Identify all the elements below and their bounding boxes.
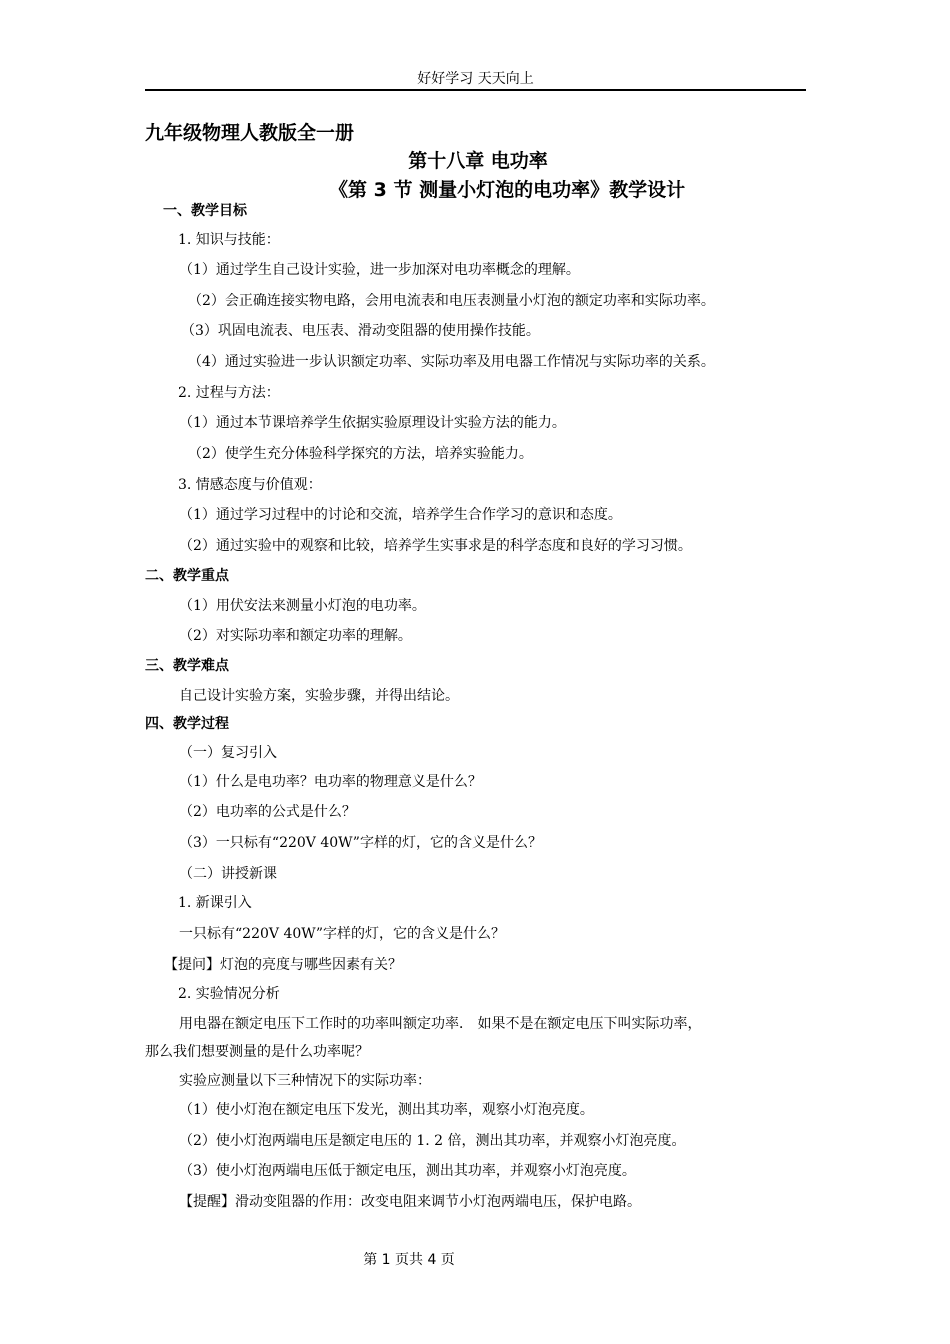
page-footer: 第 1 页共 4 页 bbox=[363, 1252, 455, 1268]
text-line: （3）巩固电流表、电压表、滑动变阻器的使用操作技能。 bbox=[181, 323, 540, 339]
text-line: 那么我们想要测量的是什么功率呢？ bbox=[145, 1044, 369, 1060]
subheading-process: 2. 过程与方法： bbox=[178, 385, 280, 401]
text-line: （2）对实际功率和额定功率的理解。 bbox=[179, 628, 412, 644]
text-line: 实验应测量以下三种情况下的实际功率： bbox=[179, 1073, 431, 1089]
text-line: （3）一只标有“220V 40W”字样的灯，它的含义是什么？ bbox=[179, 835, 542, 851]
grade-title: 九年级物理人教版全一册 bbox=[145, 122, 355, 144]
text-line: 用电器在额定电压下工作时的功率叫额定功率． 如果不是在额定电压下叫实际功率， bbox=[179, 1016, 702, 1032]
subheading-intro: 1. 新课引入 bbox=[178, 895, 252, 911]
text-line: （1）什么是电功率？电功率的物理意义是什么？ bbox=[179, 774, 482, 790]
text-line: （1）通过学习过程中的讨论和交流，培养学生合作学习的意识和态度。 bbox=[179, 507, 622, 523]
text-line: （2）会正确连接实物电路，会用电流表和电压表测量小灯泡的额定功率和实际功率。 bbox=[188, 293, 715, 309]
text-line: （2）通过实验中的观察和比较，培养学生实事求是的科学态度和良好的学习习惯。 bbox=[179, 538, 692, 554]
heading-process: 四、教学过程 bbox=[145, 716, 229, 732]
section-title: 《第 3 节 测量小灯泡的电功率》教学设计 bbox=[329, 179, 686, 201]
text-line: （2）使小灯泡两端电压是额定电压的 1. 2 倍，测出其功率，并观察小灯泡亮度。 bbox=[179, 1133, 686, 1149]
chapter-title: 第十八章 电功率 bbox=[408, 150, 548, 172]
text-line: 【提问】灯泡的亮度与哪些因素有关？ bbox=[164, 957, 402, 973]
text-line: 【提醒】滑动变阻器的作用：改变电阻来调节小灯泡两端电压，保护电路。 bbox=[179, 1194, 641, 1210]
text-line: （1）用伏安法来测量小灯泡的电功率。 bbox=[179, 598, 426, 614]
subheading-analysis: 2. 实验情况分析 bbox=[178, 986, 280, 1002]
page-header: 好好学习 天天向上 bbox=[417, 71, 534, 87]
text-line: （1）通过本节课培养学生依据实验原理设计实验方法的能力。 bbox=[179, 415, 566, 431]
subheading-new-lesson: （二）讲授新课 bbox=[179, 866, 277, 882]
subheading-attitude: 3. 情感态度与价值观： bbox=[178, 477, 322, 493]
heading-difficulties: 三、教学难点 bbox=[145, 658, 229, 674]
heading-key-points: 二、教学重点 bbox=[145, 568, 229, 584]
text-line: （2）电功率的公式是什么？ bbox=[179, 804, 356, 820]
text-line: 自己设计实验方案，实验步骤，并得出结论。 bbox=[179, 688, 459, 704]
text-line: （4）通过实验进一步认识额定功率、实际功率及用电器工作情况与实际功率的关系。 bbox=[188, 354, 715, 370]
text-line: （3）使小灯泡两端电压低于额定电压，测出其功率，并观察小灯泡亮度。 bbox=[179, 1163, 636, 1179]
text-line: （2）使学生充分体验科学探究的方法，培养实验能力。 bbox=[188, 446, 533, 462]
text-line: （1）使小灯泡在额定电压下发光，测出其功率，观察小灯泡亮度。 bbox=[179, 1102, 594, 1118]
text-line: （1）通过学生自己设计实验，进一步加深对电功率概念的理解。 bbox=[179, 262, 580, 278]
header-divider bbox=[145, 89, 806, 91]
subheading-review: （一）复习引入 bbox=[179, 745, 277, 761]
text-line: 一只标有“220V 40W”字样的灯，它的含义是什么？ bbox=[179, 926, 506, 942]
subheading-knowledge: 1. 知识与技能： bbox=[178, 232, 280, 248]
heading-objectives: 一、教学目标 bbox=[163, 203, 247, 219]
